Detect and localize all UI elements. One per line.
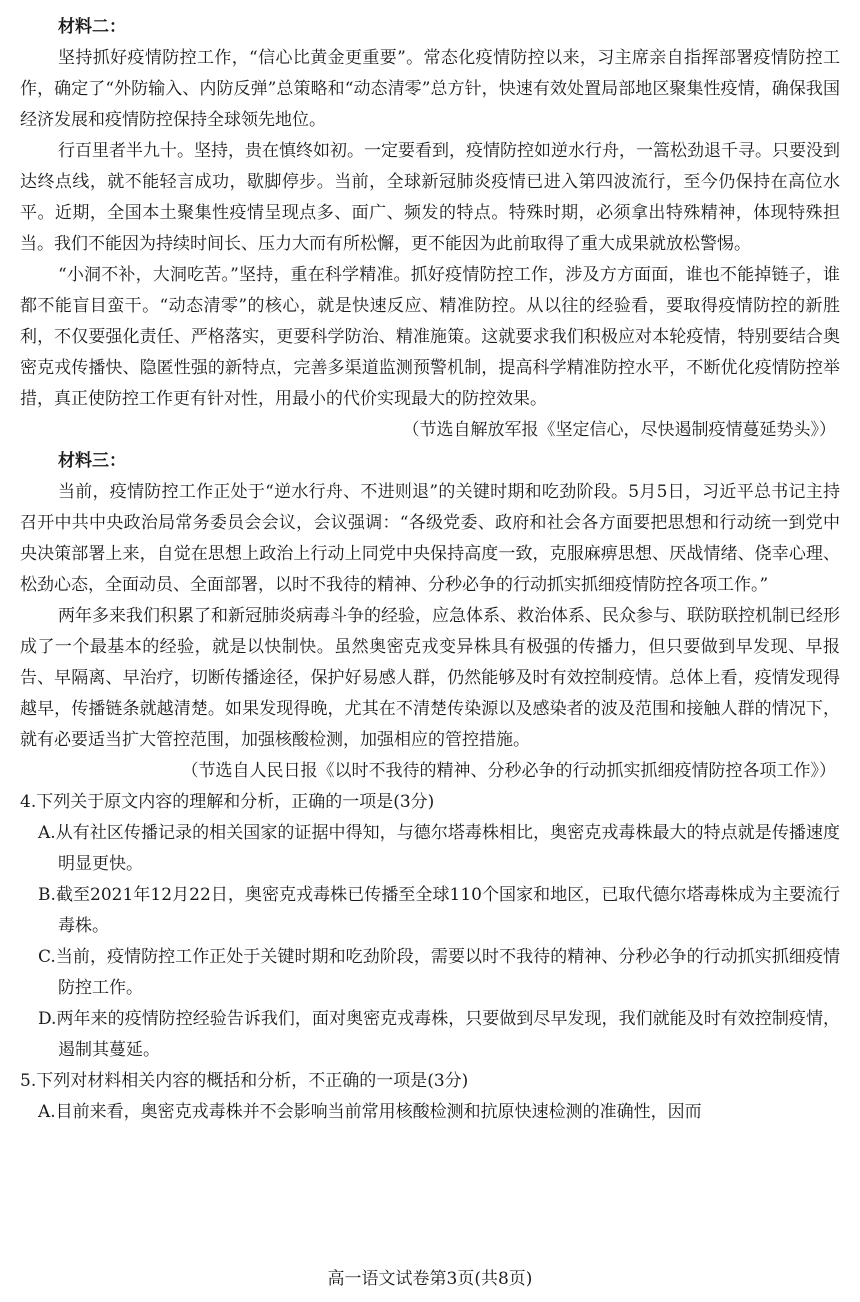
material3-paragraph: 两年多来我们积累了和新冠肺炎病毒斗争的经验，应急体系、救治体系、民众参与、联防联控机制已经形成了一个最基本的经验，就是以快制快。虽然奥密克戎变异株具有极强的传播力，但只要做到早发现、早报告、早隔离、早治疗，切断传播途径，保护好易感人群，仍然能够及时有效控制疫情。总体上看，疫情发现得越早，传播链条就越清楚。如果发现得晚，尤其在不清楚传染源以及感染者的波及范围和接触人群的情况下，就有必要适当扩大管控范围，加强核酸检测，加强相应的管控措施。 bbox=[20, 606, 840, 750]
material2-paragraph: 行百里者半九十。坚持，贵在慎终如初。一定要看到，疫情防控如逆水行舟，一篙松劲退千寻。只要没到达终点线，就不能轻言成功，歇脚停步。当前，全球新冠肺炎疫情已进入第四波流行，至今仍保持在高位水平。近期，全国本土聚集性疫情呈现点多、面广、频发的特点。特殊时期，必须拿出特殊精神，体现特殊担当。我们不能因为持续时间长、压力大而有所松懈，更不能因为此前取得了重大成果就放松警惕。 bbox=[20, 141, 840, 254]
material2-source: （节选自解放军报《坚定信心，尽快遏制疫情蔓延势头》） bbox=[402, 420, 836, 440]
page-footer: 高一语文试卷第3页(共8页) bbox=[327, 1269, 533, 1289]
question-4-option-b: B.截至2021年12月22日，奥密克戎毒株已传播至全球110个国家和地区，已取代德尔塔毒株成为主要流行毒株。 bbox=[38, 885, 840, 936]
question-4-stem: 4.下列关于原文内容的理解和分析，正确的一项是(3分) bbox=[20, 792, 435, 812]
material2-paragraph: “小洞不补，大洞吃苦。”坚持，重在科学精准。抓好疫情防控工作，涉及方方面面，谁也不能掉链子，谁都不能盲目蛮干。“动态清零”的核心，就是快速反应、精准防控。从以往的经验看，要取得疫情防控的新胜利，不仅要强化责任、严格落实，更要科学防治、精准施策。这就要求我们积极应对本轮疫情，特别要结合奥密克戎传播快、隐匿性强的新特点，完善多渠道监测预警机制，提高科学精准防控水平，不断优化疫情防控举措，真正使防控工作更有针对性，用最小的代价实现最大的防控效果。 bbox=[20, 265, 840, 409]
material2-paragraph: 坚持抓好疫情防控工作，“信心比黄金更重要”。常态化疫情防控以来，习主席亲自指挥部署疫情防控工作，确定了“外防输入、内防反弹”总策略和“动态清零”总方针，快速有效处置局部地区聚集性疫情，确保我国经济发展和疫情防控保持全球领先地位。 bbox=[20, 48, 840, 130]
material2-heading: 材料二： bbox=[58, 17, 126, 37]
question-4-option-c: C.当前，疫情防控工作正处于关键时期和吃劲阶段，需要以时不我待的精神、分秒必争的行动抓实抓细疫情防控工作。 bbox=[38, 947, 840, 998]
question-5-stem: 5.下列对材料相关内容的概括和分析，不正确的一项是(3分) bbox=[20, 1071, 469, 1091]
question-5-option-a: A.目前来看，奥密克戎毒株并不会影响当前常用核酸检测和抗原快速检测的准确性，因而 bbox=[38, 1102, 702, 1122]
material3-paragraph: 当前，疫情防控工作正处于“逆水行舟、不进则退”的关键时期和吃劲阶段。5月5日，习近平总书记主持召开中共中央政治局常务委员会会议，会议强调：“各级党委、政府和社会各方面要把思想和行动统一到党中央决策部署上来，自觉在思想上政治上行动上同党中央保持高度一致，克服麻痹思想、厌战情绪、侥幸心理、松劲心态，全面动员、全面部署，以时不我待的精神、分秒必争的行动抓实抓细疫情防控各项工作。” bbox=[20, 482, 840, 595]
material3-heading: 材料三： bbox=[58, 451, 126, 471]
material3-source: （节选自人民日报《以时不我待的精神、分秒必争的行动抓实抓细疫情防控各项工作》） bbox=[181, 761, 836, 781]
question-4-option-a: A.从有社区传播记录的相关国家的证据中得知，与德尔塔毒株相比，奥密克戎毒株最大的特点就是传播速度明显更快。 bbox=[38, 823, 840, 874]
question-4-option-d: D.两年来的疫情防控经验告诉我们，面对奥密克戎毒株，只要做到尽早发现，我们就能及时有效控制疫情，遏制其蔓延。 bbox=[38, 1009, 840, 1060]
